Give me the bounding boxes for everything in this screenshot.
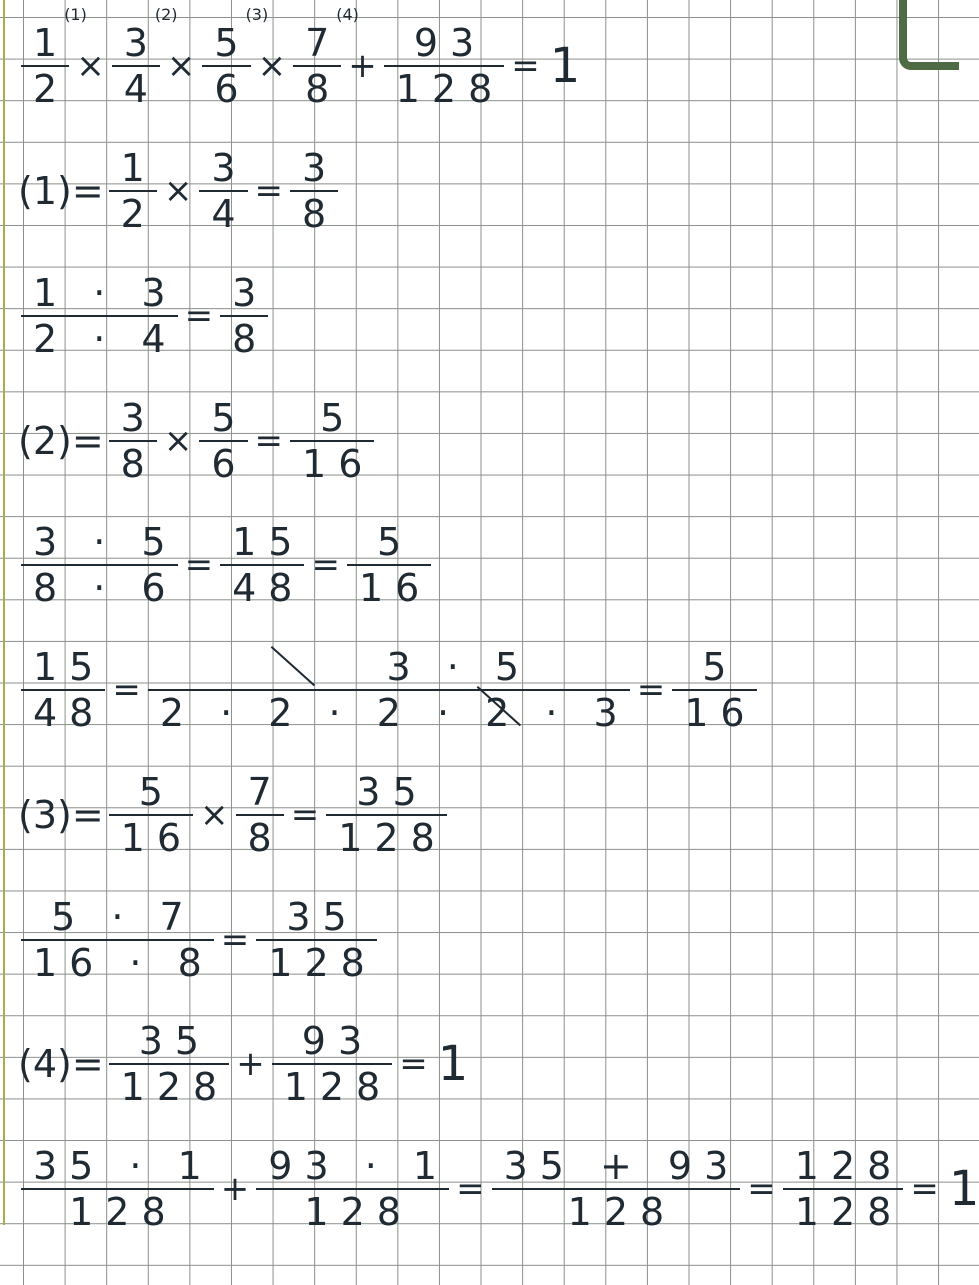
denominator: 16 · 8	[33, 941, 214, 985]
numerator: 35	[356, 770, 429, 814]
equals-sign: =	[184, 545, 214, 585]
fraction	[384, 22, 505, 110]
fraction	[109, 1020, 230, 1108]
fraction	[199, 147, 247, 235]
fraction	[199, 397, 247, 485]
step-label: (1)=	[18, 169, 104, 213]
equals-sign: =	[456, 1169, 485, 1209]
step-4-equation	[18, 1020, 468, 1108]
result: 1	[549, 38, 581, 94]
denominator: 2	[120, 192, 157, 236]
fraction	[109, 397, 157, 485]
fraction	[220, 272, 268, 360]
numerator: 35 · 1	[33, 1144, 214, 1188]
operator: ×	[166, 46, 196, 86]
denominator: 16	[358, 566, 432, 610]
numerator: 3	[211, 146, 248, 190]
operator-wrap	[245, 5, 291, 86]
step-label: (2)=	[18, 419, 104, 463]
fraction	[109, 147, 157, 235]
fraction	[21, 272, 178, 360]
denominator: 128	[567, 1190, 677, 1234]
operator: +	[236, 1044, 265, 1084]
denominator: 8 · 6	[33, 566, 178, 610]
fraction	[220, 521, 304, 609]
numerator: 3	[120, 396, 157, 440]
numerator: 5	[138, 770, 175, 814]
denominator: 6	[211, 442, 248, 486]
numerator: 93 · 1	[268, 1144, 450, 1188]
fraction	[256, 1145, 449, 1233]
denominator: 8	[247, 816, 284, 860]
numerator: 5	[211, 396, 248, 440]
numerator: 5	[702, 645, 739, 689]
numerator: 3	[123, 21, 160, 65]
step-marker: (2)	[154, 5, 178, 24]
denominator: 48	[232, 566, 305, 610]
denominator: 8	[120, 442, 157, 486]
operator: ×	[163, 421, 193, 461]
numerator: 7	[247, 770, 284, 814]
equals-sign: =	[290, 795, 320, 835]
numerator: 3	[302, 146, 339, 190]
denominator: 128	[69, 1190, 178, 1234]
denominator: 48	[33, 691, 106, 735]
denominator: 8	[305, 67, 342, 111]
numerator: 3 · 5	[386, 645, 532, 689]
equals-sign: =	[220, 920, 250, 960]
numerator: 1	[33, 21, 70, 65]
step-marker: (4)	[336, 5, 359, 24]
denominator: 16	[684, 691, 757, 735]
fraction	[21, 1145, 214, 1233]
equals-sign: =	[511, 46, 540, 86]
denominator: 128	[395, 67, 505, 111]
denominator: 8	[302, 192, 339, 236]
fraction	[290, 147, 338, 235]
result: 1	[948, 1161, 979, 1217]
numerator: 35	[138, 1019, 212, 1063]
equals-sign: =	[747, 1169, 776, 1209]
fraction	[202, 22, 250, 110]
denominator: 2 · 2 · 2 · 2 · 3	[159, 691, 630, 735]
step-marker: (1)	[64, 5, 87, 24]
fraction	[783, 1145, 904, 1233]
denominator: 128	[338, 816, 447, 860]
numerator: 5	[377, 520, 414, 564]
step-1-equation	[18, 147, 341, 235]
step-marker: (3)	[245, 5, 269, 24]
numerator: 1 · 3	[33, 271, 178, 315]
denominator: 2	[33, 67, 70, 111]
numerator: 5	[214, 21, 251, 65]
operator: +	[220, 1169, 250, 1209]
denominator: 128	[304, 1190, 413, 1234]
denominator: 16	[302, 442, 375, 486]
step-2-simplify	[18, 646, 760, 734]
fraction	[21, 22, 69, 110]
denominator: 128	[283, 1065, 393, 1109]
numerator: 35	[286, 895, 359, 939]
step-label: (4)=	[18, 1042, 104, 1086]
operator: ×	[200, 795, 229, 835]
numerator: 128	[794, 1144, 904, 1188]
fraction	[21, 896, 214, 984]
equals-sign: =	[311, 545, 340, 585]
fraction	[672, 646, 756, 734]
equals-sign: =	[910, 1169, 939, 1209]
fraction	[347, 521, 431, 609]
fraction	[326, 771, 447, 859]
denominator: 128	[268, 941, 377, 985]
denominator: 128	[120, 1065, 230, 1109]
numerator: 7	[305, 21, 342, 65]
operator: ×	[163, 171, 193, 211]
equation-main	[18, 5, 581, 111]
denominator: 128	[794, 1190, 904, 1234]
numerator: 93	[413, 21, 487, 65]
numerator: 1	[120, 146, 157, 190]
equals-sign: =	[636, 670, 666, 710]
fraction	[109, 771, 193, 859]
fraction	[272, 1020, 393, 1108]
operator-wrap	[154, 5, 200, 86]
denominator: 16	[120, 816, 194, 860]
fraction	[112, 22, 160, 110]
denominator: 4	[123, 67, 160, 111]
numerator: 3 · 5	[33, 520, 178, 564]
step-2-equation	[18, 397, 377, 485]
step-2-work	[18, 521, 434, 609]
numerator: 93	[301, 1019, 375, 1063]
margin-line	[3, 0, 5, 1225]
equals-sign: =	[112, 670, 141, 710]
operator: ×	[76, 46, 105, 86]
denominator: 8	[232, 317, 269, 361]
fraction	[492, 1145, 741, 1233]
step-3-work	[18, 896, 380, 984]
operator: ×	[257, 46, 287, 86]
step-1-work	[18, 272, 271, 360]
numerator: 5 · 7	[51, 895, 196, 939]
step-4-work	[18, 1145, 979, 1233]
numerator: 35 + 93	[503, 1144, 741, 1188]
step-3-equation	[18, 771, 450, 859]
fraction	[236, 771, 284, 859]
denominator: 6	[214, 67, 251, 111]
equals-sign: =	[399, 1044, 428, 1084]
numerator: 3	[232, 271, 269, 315]
fraction	[21, 646, 105, 734]
fraction	[290, 397, 374, 485]
equals-sign: =	[254, 171, 284, 211]
fraction-factored	[148, 646, 630, 734]
operator-wrap	[64, 5, 109, 86]
fraction	[293, 22, 341, 110]
numerator: 15	[33, 645, 106, 689]
step-label: (3)=	[18, 793, 104, 837]
fraction	[21, 521, 178, 609]
fraction	[256, 896, 377, 984]
denominator: 2 · 4	[33, 317, 178, 361]
operator: +	[348, 46, 377, 86]
numerator: 15	[232, 520, 305, 564]
equals-sign: =	[254, 421, 284, 461]
operator-wrap	[336, 5, 381, 86]
numerator: 5	[320, 396, 357, 440]
corner-mark	[899, 0, 959, 70]
result: 1	[437, 1036, 469, 1092]
equals-sign: =	[184, 296, 214, 336]
denominator: 4	[211, 192, 248, 236]
